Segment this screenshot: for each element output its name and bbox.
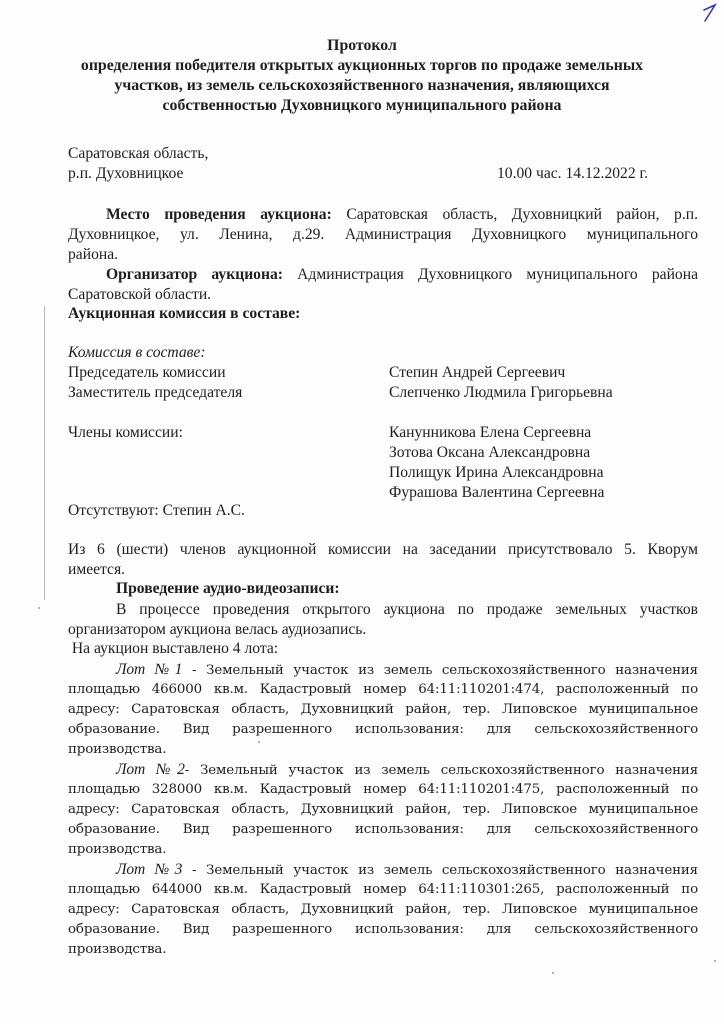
lots-intro: На аукцион выставлено 4 лота:: [68, 640, 279, 657]
deputy-label: Заместитель председателя: [68, 384, 243, 401]
lot-line: адресу: Саратовская область, Духовницкий район, тер. Липовское муниципальное: [68, 902, 698, 917]
handwritten-page-number-icon: [700, 2, 718, 24]
meeting-datetime: 10.00 час. 14.12.2022 г.: [497, 165, 649, 182]
venue-line: Духовницкое, ул. Ленина, д.29. Администрация Духовницкого муниципального: [68, 226, 698, 243]
lot-line: адресу: Саратовская область, Духовницкий район, тер. Липовское муниципальное: [68, 802, 698, 817]
lot-line: площадью 466000 кв.м. Кадастровый номер 64:11:110201:474, расположенный по: [68, 682, 698, 697]
members-label: Члены комиссии:: [68, 424, 183, 441]
lot-text: - Земельный участок из земель сельскохозяйственного назначения: [182, 663, 698, 678]
chair-name: Степин Андрей Сергеевич: [389, 364, 566, 381]
lot-line: образование. Вид разрешенного использования: для сельскохозяйственного: [68, 722, 698, 737]
document-subtitle-line: собственностью Духовницкого муниципального района: [162, 97, 562, 114]
venue-text: Саратовская область, Духовницкий район, р.п.: [346, 206, 698, 223]
chair-label: Председатель комиссии: [68, 364, 226, 381]
location-settlement: р.п. Духовницкое: [68, 165, 184, 182]
member-name: Полищук Ирина Александровна: [389, 464, 604, 481]
lot-text: - Земельный участок из земель сельскохозяйственного назначения: [184, 763, 698, 778]
venue-line: района.: [68, 246, 119, 263]
margin-scan-line: [44, 306, 45, 484]
lot-line: [68, 760, 698, 781]
member-name: Зотова Оксана Александровна: [389, 444, 591, 461]
document-subtitle-line: участков, из земель сельскохозяйственного назначения, являющихся: [114, 77, 610, 94]
member-name: Канунникова Елена Сергеевна: [389, 424, 592, 441]
lot-line: образование. Вид разрешенного использования: для сельскохозяйственного: [68, 822, 698, 837]
margin-scan-line: [44, 484, 45, 600]
scan-speck: [714, 960, 716, 962]
quorum-line: Из 6 (шести) членов аукционной комиссии на заседании присутствовало 5. Кворум: [68, 541, 698, 558]
lot-label: Лот №2: [116, 761, 185, 778]
recording-line: В процессе проведения открытого аукциона по продаже земельных участков: [116, 601, 698, 618]
lot-line: адресу: Саратовская область, Духовницкий район, тер. Липовское муниципальное: [68, 702, 698, 717]
document-subtitle-line: определения победителя открытых аукционных торгов по продаже земельных: [80, 57, 644, 74]
lot-line: производства.: [68, 942, 167, 957]
scan-speck: [258, 741, 260, 743]
document-title: Протокол: [327, 37, 397, 54]
scan-speck: [552, 972, 554, 974]
absent-members: Отсутствуют: Степин А.С.: [68, 502, 245, 519]
recording-heading: Проведение аудио-видеозаписи:: [116, 580, 340, 597]
quorum-line: имеется.: [68, 561, 126, 578]
lot-line: образование. Вид разрешенного использования: для сельскохозяйственного: [68, 922, 698, 937]
scan-speck: [38, 607, 40, 609]
organizer-text: Администрация Духовницкого муниципального района: [297, 266, 698, 283]
member-name: Фурашова Валентина Сергеевна: [389, 484, 605, 501]
lot-line: [68, 660, 698, 681]
commission-subheading: Комиссия в составе:: [68, 344, 206, 361]
organizer-label: Организатор аукциона:: [106, 266, 283, 283]
venue-label: Место проведения аукциона:: [106, 206, 332, 223]
lot-label: Лот №1: [116, 661, 183, 678]
lot-line: площадью 644000 кв.м. Кадастровый номер 64:11:110301:265, расположенный по: [68, 882, 698, 897]
lot-label: Лот №3: [116, 861, 183, 878]
lot-line: [68, 860, 698, 881]
location-region: Саратовская область,: [68, 145, 209, 162]
organizer-line: Саратовской области.: [68, 286, 212, 303]
venue-line: [68, 205, 698, 226]
lot-line: производства.: [68, 842, 167, 857]
commission-heading: Аукционная комиссия в составе:: [68, 305, 301, 322]
lot-line: производства.: [68, 742, 167, 757]
lot-text: - Земельный участок из земель сельскохозяйственного назначения: [182, 863, 698, 878]
lot-line: площадью 328000 кв.м. Кадастровый номер 64:11:110201:475, расположенный по: [68, 782, 698, 797]
deputy-name: Слепченко Людмила Григорьевна: [389, 384, 613, 401]
recording-line: организатором аукциона велась аудиозапись.: [68, 621, 367, 638]
organizer-line: [68, 265, 698, 286]
